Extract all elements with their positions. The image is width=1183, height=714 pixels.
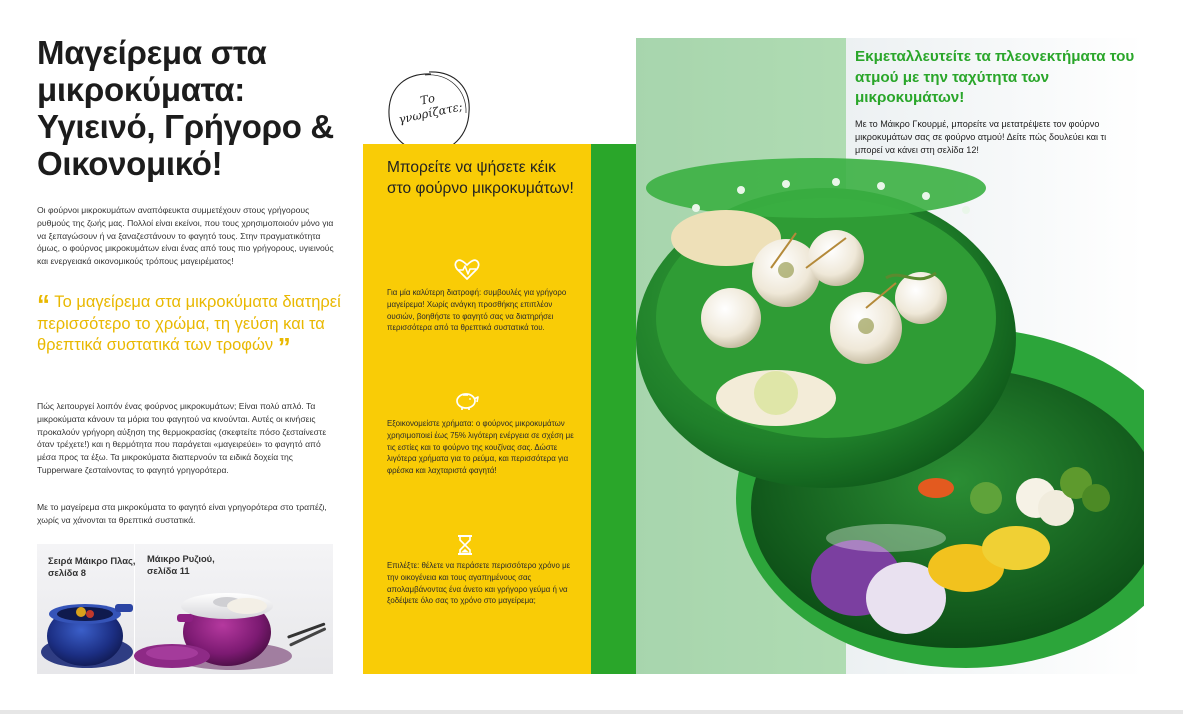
product-caption-micro-plus: Σειρά Μάικρο Πλας, σελίδα 8 — [48, 555, 136, 578]
pull-quote-text: Το μαγείρεμα στα μικροκύματα διατηρεί περισσότερο το χρώμα, τη γεύση και τα θρεπτικά συστατικά των τροφών — [37, 293, 341, 354]
pull-quote — [37, 289, 347, 362]
product-caption-micro-rice: Μάικρο Ρυζιού, σελίδα 11 — [147, 553, 215, 576]
steam-heading: Εκμεταλλευτείτε τα πλεονεκτήματα του ατμού με την ταχύτητα των μικροκυμάτων! — [855, 48, 1135, 106]
tip-save-money: Εξοικονομείστε χρήματα: ο φούρνος μικροκυμάτων χρησιμοποιεί έως 75% λιγότερη ενέργεια σε σχέση με τις εστίες και το φούρνο της κουζίνας σας. Δώστε λιγότερα χρήματα για το ρεύμα, και περισσότερα για φρέσκα και λαχταριστά φαγητά! — [387, 419, 574, 476]
piggy-bank-icon — [454, 389, 480, 411]
page-title: Μαγείρεμα στα μικροκύματα: Υγιεινό, Γρήγορο & Οικονομικό! — [37, 34, 334, 182]
tip-save-time: Επιλέξτε: θέλετε να περάσετε περισσότερο χρόνο με την οικογένεια και τους αγαπημένους σας απολαμβάνοντας ένα άνετο και γρήγορο γεύμα ή να ξοδέψετε όλο σας το χρόνο στο μαγείρεμα; — [387, 561, 571, 606]
tips-heading: Μπορείτε να ψήσετε κέικ στο φούρνο μικροκυμάτων! — [387, 159, 574, 197]
intro-paragraph: Οι φούρνοι μικροκυμάτων αναπόφευκτα συμμετέχουν στους γρήγορους ρυθμούς της ζωής μας. Πολλοί είναι εκείνοι, που τους χρησιμοποιούν μόνο για να ξεπαγώσουν ή να ξαναζεστάνουν το φαγητό τους. Στην πραγματικότητα όμως, ο φούρνος μικροκυμάτων είναι ένας από τους πιο γρήγορους, υγιεινούς και ενεργειακά οικονομικούς τρόπους μαγειρέματος! — [37, 205, 334, 267]
tip-nutrition: Για μία καλύτερη διατροφή: συμβουλές για γρήγορο μαγείρεμα! Χωρίς ανάγκη προσθήκης επιπλέον ουσιών, βοηθήστε το φαγητό σας να διατηρήσει περισσότερα από τα θρεπτικά συστατικά του. — [387, 288, 567, 333]
how-it-works-paragraph: Πώς λειτουργεί λοιπόν ένας φούρνος μικροκυμάτων; Είναι πολύ απλό. Τα μικροκύματα κάνουν τα μόρια του φαγητού να κινούνται. Αυτές οι κινήσεις προκαλούν γρήγορη αύξηση της θερμοκρασίας (σκεφτείτε πόσο ζεσταίνεστε όταν τρέχετε!) και η θερμότητα που παράγεται «μαγειρεύει» το φαγητό από μέσα προς τα έξω. Τα μικροκύματα διαπερνούν τα ειδικά δοχεία της Tupperware ζεσταίνοντας το φαγητό γρηγορότερα. — [37, 401, 327, 475]
steam-body: Με το Μάικρο Γκουρμέ, μπορείτε να μετατρέψετε τον φούρνο μικροκυμάτων σας σε φούρνο ατμού! Δείτε πώς δουλεύει και τι μπορεί να κάνει στη σελίδα 12! — [855, 119, 1107, 155]
hourglass-icon — [456, 534, 474, 556]
product-photo-strip — [37, 544, 333, 674]
summary-paragraph: Με το μαγείρεμα στα μικροκύματα το φαγητό είναι γρηγορότερα στο τραπέζι, χωρίς να χάνονται τα θρεπτικά συστατικά. — [37, 502, 327, 525]
close-quote-icon: ” — [277, 332, 291, 362]
heart-pulse-icon — [454, 259, 480, 281]
open-quote-icon: “ — [37, 289, 50, 319]
stamp-text: Το γνωρίζατε; — [397, 90, 464, 127]
